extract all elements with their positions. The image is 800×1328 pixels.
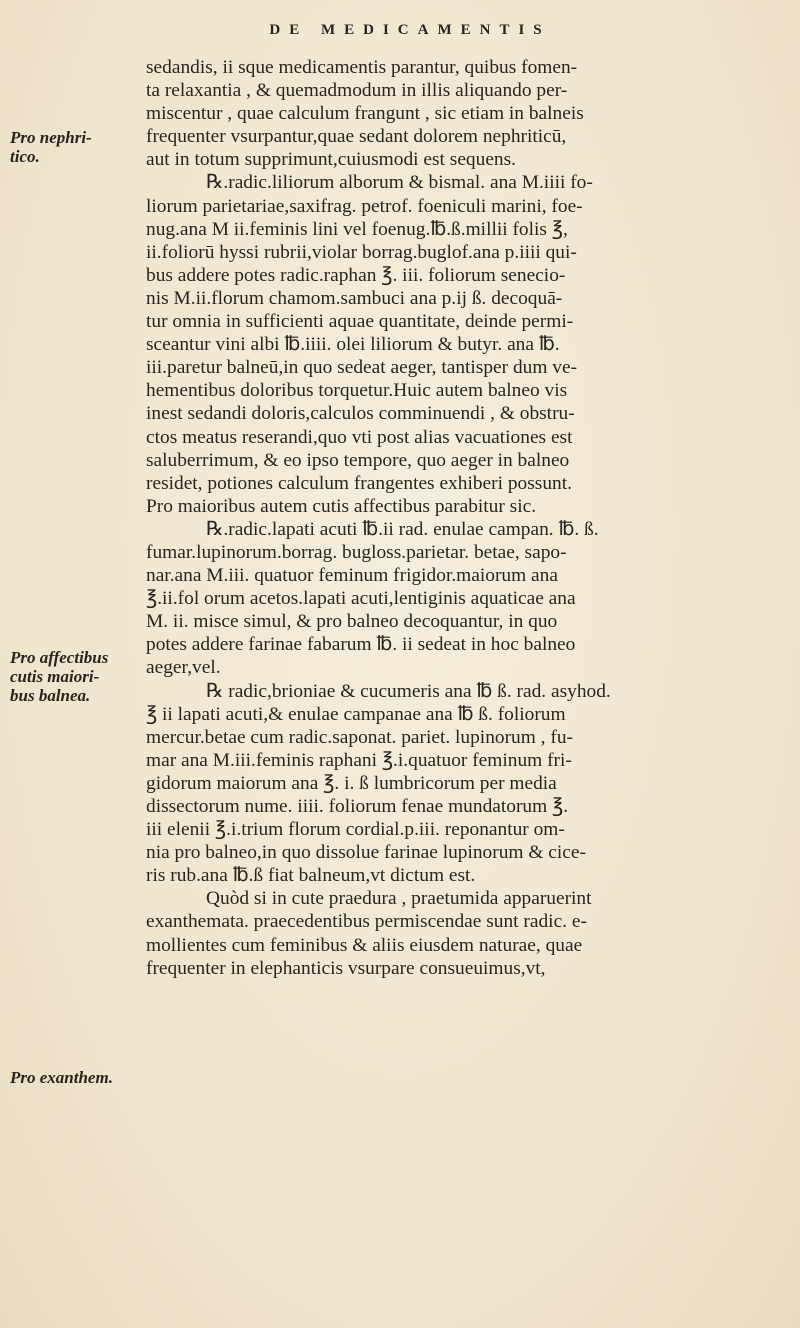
text-line: ii.foliorū hyssi rubrii,violar borrag.buglof.ana p.iiii qui- bbox=[146, 241, 577, 263]
text-line: M. ii. misce simul, & pro balneo decoquantur, in quo bbox=[146, 611, 558, 633]
margin-note-nephritic bbox=[10, 128, 150, 166]
text-line: nia pro balneo,in quo dissolue farinae lupinorum & cice- bbox=[146, 842, 586, 864]
text-line: ℞ radic,brioniae & cucumeris ana ℔ ß. rad. asyhod. bbox=[206, 680, 611, 702]
margin-note-skin-baths bbox=[10, 648, 150, 705]
text-line: gidorum maiorum ana ℥. i. ß lumbricorum per media bbox=[146, 772, 557, 794]
text-line: sedandis, ii sque medicamentis parantur, quibus fomen- bbox=[146, 57, 578, 78]
text-line: sceantur vini albi ℔.iiii. olei liliorum & butyr. ana ℔. bbox=[146, 334, 560, 356]
text-line: nug.ana M ii.feminis lini vel foenug.℔.ß.millii folis ℥, bbox=[146, 218, 568, 240]
text-line: fumar.lupinorum.borrag. bugloss.parietar. betae, sapo- bbox=[146, 541, 567, 563]
text-line: bus addere potes radic.raphan ℥. iii. foliorum senecio- bbox=[146, 264, 566, 286]
margin-note-line: Pro affectibus bbox=[10, 648, 109, 667]
margin-note-line: bus balnea. bbox=[10, 686, 91, 705]
text-line: exanthemata. praecedentibus permiscendae sunt radic. e- bbox=[146, 911, 587, 933]
text-line: aeger,vel. bbox=[146, 657, 221, 679]
text-line: iii elenii ℥.i.trium florum cordial.p.iii. reponantur om- bbox=[146, 819, 565, 841]
text-line: nis M.ii.florum chamom.sambuci ana p.ij ß. decoquā- bbox=[146, 287, 563, 309]
text-line: ℥.ii.fol orum acetos.lapati acuti,lentiginis aquaticae ana bbox=[146, 588, 576, 610]
text-line: saluberrimum, & eo ipso tempore, quo aeger in balneo bbox=[146, 449, 570, 471]
text-line: dissectorum nume. iiii. foliorum fenae mundatorum ℥. bbox=[146, 796, 569, 817]
margin-note-line: cutis maiori- bbox=[10, 667, 100, 686]
text-line: mar ana M.iii.feminis raphani ℥.i.quatuor feminum fri- bbox=[146, 749, 572, 771]
text-line: Quòd si in cute praedura , praetumida apparuerint bbox=[206, 888, 592, 910]
text-line: ℞.radic.lapati acuti ℔.ii rad. enulae campan. ℔. ß. bbox=[206, 518, 599, 540]
margin-note-line: Pro nephri- bbox=[10, 128, 92, 147]
text-line: frequenter in elephanticis vsurpare consueuimus,vt, bbox=[146, 957, 546, 979]
text-line: mollientes cum feminibus & aliis eiusdem naturae, quae bbox=[146, 934, 583, 956]
text-line: liorum parietariae,saxifrag. petrof. foeniculi marini, foe- bbox=[146, 195, 583, 217]
margin-note-line: Pro exanthem. bbox=[10, 1068, 113, 1087]
text-line: iii.paretur balneū,in quo sedeat aeger, tantisper dum ve- bbox=[146, 357, 578, 379]
margin-note-exanthem bbox=[10, 1068, 150, 1087]
text-line: tur omnia in sufficienti aquae quantitate, deinde permi- bbox=[146, 311, 574, 333]
running-head: DE MEDICAMENTIS bbox=[269, 22, 551, 38]
text-line: ctos meatus reserandi,quo vti post alias vacuationes est bbox=[146, 426, 573, 448]
text-line: ris rub.ana ℔.ß fiat balneum,vt dictum est. bbox=[146, 865, 476, 887]
text-line: ℞.radic.liliorum alborum & bismal. ana M.iiii fo- bbox=[206, 172, 593, 194]
text-line: ℥ ii lapati acuti,& enulae campanae ana ℔ ß. foliorum bbox=[146, 703, 566, 725]
text-line: aut in totum supprimunt,cuiusmodi est sequens. bbox=[146, 149, 517, 171]
text-line: mercur.betae cum radic.saponat. pariet. lupinorum , fu- bbox=[146, 726, 573, 748]
text-line: Pro maioribus autem cutis affectibus parabitur sic. bbox=[146, 495, 537, 517]
body-text bbox=[146, 56, 786, 980]
text-line: potes addere farinae fabarum ℔. ii sedeat in hoc balneo bbox=[146, 634, 576, 656]
text-line: residet, potiones calculum frangentes exhiberi possunt. bbox=[146, 472, 572, 494]
text-line: ta relaxantia , & quemadmodum in illis aliquando per- bbox=[146, 80, 568, 102]
text-line: miscentur , quae calculum frangunt , sic etiam in balneis bbox=[146, 103, 584, 125]
text-line: inest sedandi doloris,calculos comminuendi , & obstru- bbox=[146, 403, 575, 425]
margin-note-line: tico. bbox=[10, 147, 40, 166]
text-line: nar.ana M.iii. quatuor feminum frigidor.maiorum ana bbox=[146, 565, 558, 587]
text-line: frequenter vsurpantur,quae sedant dolorem nephriticū, bbox=[146, 126, 567, 148]
text-line: hementibus doloribus torquetur.Huic autem balneo vis bbox=[146, 380, 568, 402]
